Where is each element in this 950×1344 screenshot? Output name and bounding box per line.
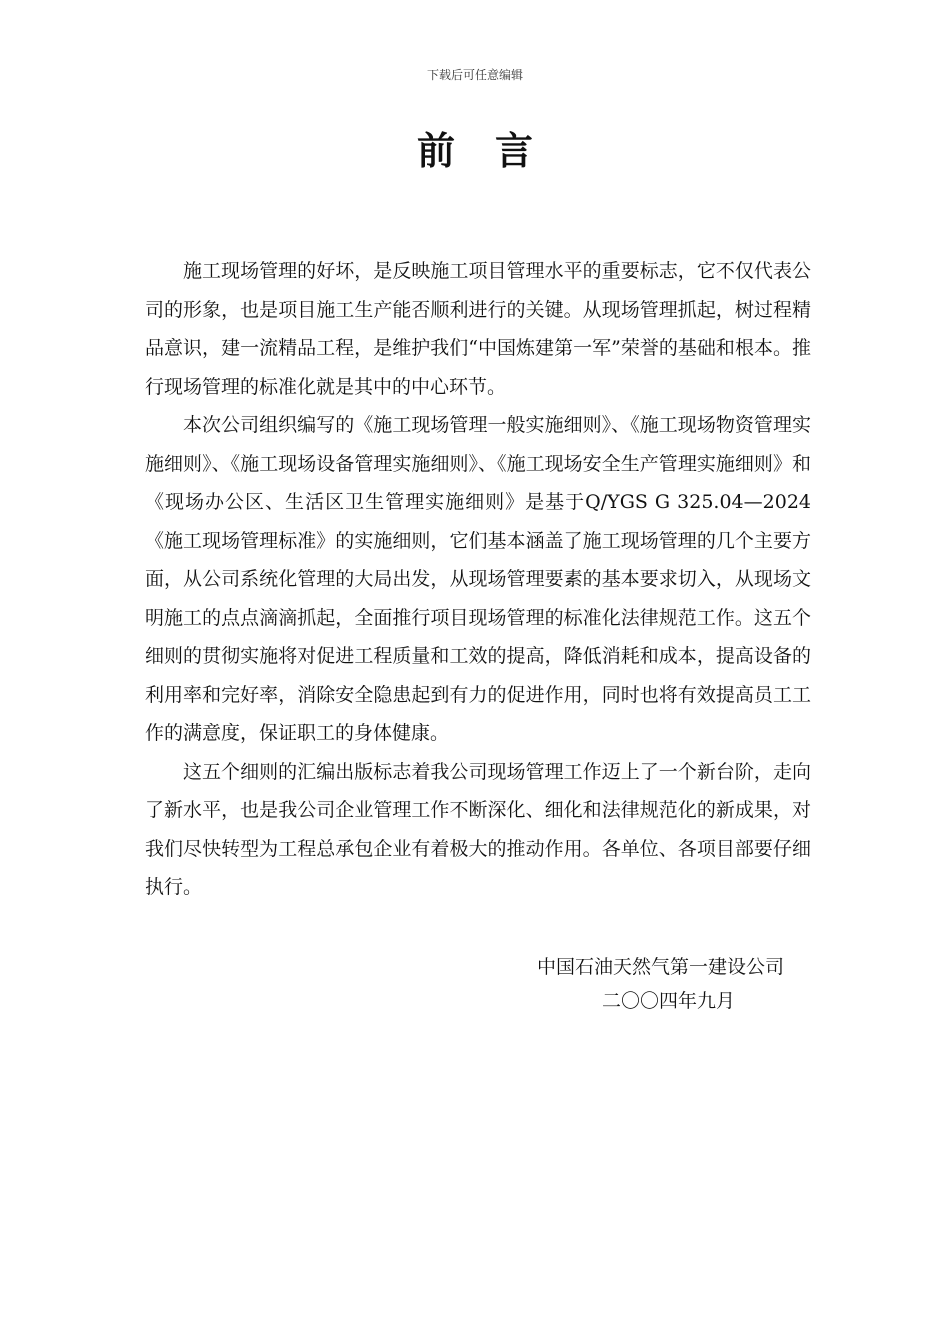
paragraph-2: 本次公司组织编写的《施工现场管理一般实施细则》、《施工现场物资管理实施细则》、《施工现场设备管理实施细则》、《施工现场安全生产管理实施细则》和《现场办公区、生活区卫生管理实施细则》是基于Q/YGS G 325.04—2024《施工现场管理标准》的实施细则，它们基本涵盖了施工现场管理的几个主要方面，从公司系统化管理的大局出发，从现场管理要素的基本要求切入，从现场文明施工的点点滴滴抓起，全面推行项目现场管理的标准化法律规范工作。这五个细则的贯彻实施将对促进工程质量和工效的提高，降低消耗和成本，提高设备的利用率和完好率，消除安全隐患起到有力的促进作用，同时也将有效提高员工工作的满意度，保证职工的身体健康。 <box>145 414 811 744</box>
page-title <box>0 120 950 175</box>
preface-body <box>145 252 811 907</box>
signature-company: 中国石油天然气第一建设公司 <box>537 956 785 978</box>
header-note: 下载后可任意编辑 <box>426 68 523 82</box>
title-char-2: 言 <box>495 128 534 173</box>
paragraph-3: 这五个细则的汇编出版标志着我公司现场管理工作迈上了一个新台阶，走向了新水平，也是我公司企业管理工作不断深化、细化和法律规范化的新成果，对我们尽快转型为工程总承包企业有着极大的推动作用。各单位、各项目部要仔细执行。 <box>145 760 811 898</box>
signature-block <box>535 950 795 1018</box>
title-char-1: 前 <box>416 128 455 173</box>
signature-date: 二〇〇四年九月 <box>602 990 736 1012</box>
paragraph-1: 施工现场管理的好坏，是反映施工项目管理水平的重要标志，它不仅代表公司的形象，也是项目施工生产能否顺利进行的关键。从现场管理抓起，树过程精品意识，建一流精品工程，是维护我们“中国炼建第一军”荣誉的基础和根本。推行现场管理的标准化就是其中的中心环节。 <box>145 260 811 398</box>
